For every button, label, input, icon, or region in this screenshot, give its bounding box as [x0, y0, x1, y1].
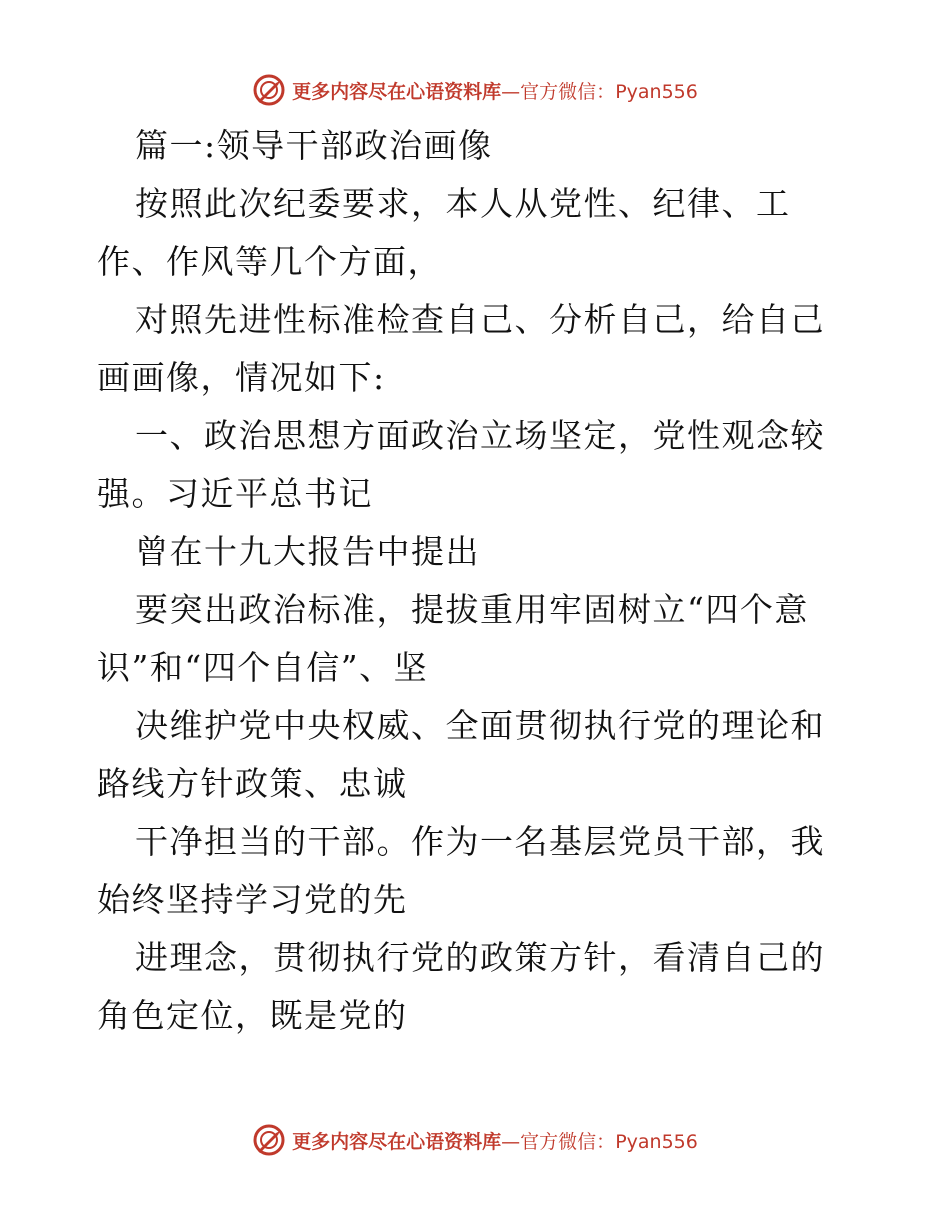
pen-logo-icon [252, 73, 286, 107]
paragraph: 按照此次纪委要求，本人从党性、纪律、工作、作风等几个方面， [97, 184, 791, 281]
pen-logo-icon [252, 1123, 286, 1157]
watermark-id: Pyan556 [615, 1130, 698, 1153]
watermark-sub-text: 官方微信： [520, 80, 616, 103]
watermark-main-text: 更多内容尽在心语资料库 [292, 1130, 502, 1153]
paragraph: 一、政治思想方面政治立场坚定，党性观念较强。习近平总书记 [97, 416, 825, 513]
document-body [97, 117, 857, 1045]
paragraph: 篇一:领导干部政治画像 [135, 126, 493, 165]
paragraph: 对照先进性标准检查自己、分析自己，给自己画画像，情况如下: [97, 300, 825, 397]
paragraph: 曾在十九大报告中提出 [135, 532, 480, 571]
paragraph: 干净担当的干部。作为一名基层党员干部，我始终坚持学习党的先 [97, 822, 825, 919]
header-watermark [0, 68, 950, 112]
watermark-sub-text: 官方微信： [520, 1130, 616, 1153]
paragraph: 决维护党中央权威、全面贯彻执行党的理论和路线方针政策、忠诚 [97, 706, 825, 803]
watermark-dash: — [501, 1130, 521, 1153]
paragraph: 进理念，贯彻执行党的政策方针，看清自己的角色定位，既是党的 [97, 938, 825, 1035]
footer-watermark [0, 1118, 950, 1162]
watermark-dash: — [501, 80, 521, 103]
watermark-main-text: 更多内容尽在心语资料库 [292, 80, 502, 103]
paragraph: 要突出政治标准，提拔重用牢固树立“四个意识”和“四个自信”、坚 [97, 590, 809, 687]
watermark-id: Pyan556 [615, 80, 698, 103]
